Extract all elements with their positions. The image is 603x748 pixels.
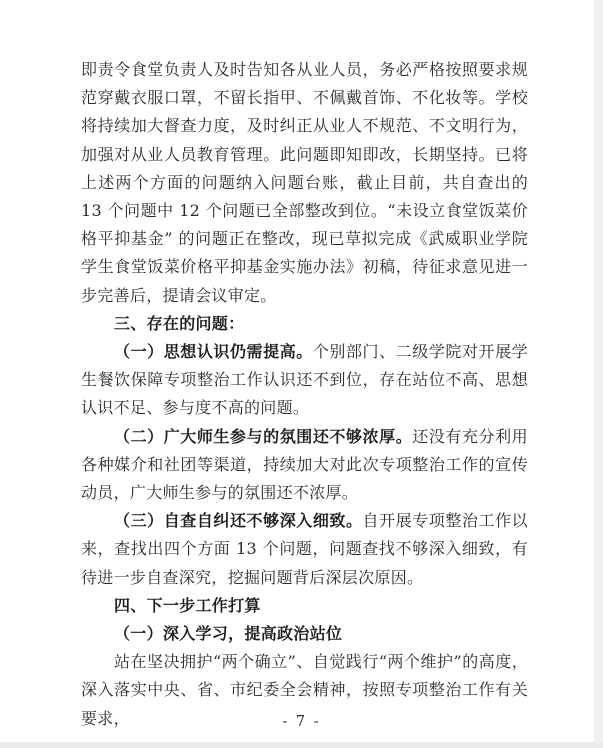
scan-edge-right [594,0,603,748]
page-footer [0,714,603,730]
problem-item-3-lead: （三）自查自纠还不够深入细致。 [114,511,363,531]
sub-heading-four-one: （一）深入学习，提高政治站位 [114,624,343,644]
section-heading-three: 三、存在的问题： [114,313,245,333]
problem-item-1-lead: （一）思想认识仍需提高。 [114,342,313,362]
problem-item-2 [81,423,528,508]
problem-item-3 [81,507,528,592]
problem-item-3-text: 自开展专项整治工作以来，查找出四个方面 13 个问题，问题查找不够深入细致，有待进一步自查深究，挖掘问题背后深层次原因。 [81,511,528,587]
problem-item-2-lead: （二）广大师生参与的氛围还不够浓厚。 [114,426,413,446]
document-content [81,56,528,733]
section-heading-four: 四、下一步工作打算 [114,595,261,615]
paragraph-continuation: 即责令食堂负责人及时告知各从业人员，务必严格按照要求规范穿戴衣服口罩，不留长指甲、不佩戴首饰、不化妆等。学校将持续加大督查力度，及时纠正从业人不规范、不文明行为，加强对从业人员教育管理。此问题即知即改，长期坚持。已将上述两个方面的问题纳入问题台账，截止目前，共自查出的 13 个问题中 12 个问题已全部整改到位。“未设立食堂饭菜价格平抑基金” 的问题正在整改，现已草拟完成《武威职业学院学生食堂饭菜价格平抑基金实施办法》初稿，待征求意见进一步完善后，提请会议审定。 [81,60,528,305]
problem-item-1 [81,338,528,423]
scan-edge-bottom [0,742,603,748]
paragraph-last: 站在坚决拥护“两个确立”、自觉践行“两个维护”的高度，深入落实中央、省、市纪委全会精神，按照专项整治工作有关要求， [81,652,528,728]
problem-item-1-text: 个别部门、二级学院对开展学生餐饮保障专项整治工作认识还不到位，存在站位不高、思想认识不足、参与度不高的问题。 [81,342,528,418]
problem-item-2-text: 还没有充分利用各种媒介和社团等渠道，持续加大对此次专项整治工作的宣传动员，广大师生参与的氛围还不浓厚。 [81,426,528,503]
page-number: - 7 - [282,714,321,730]
